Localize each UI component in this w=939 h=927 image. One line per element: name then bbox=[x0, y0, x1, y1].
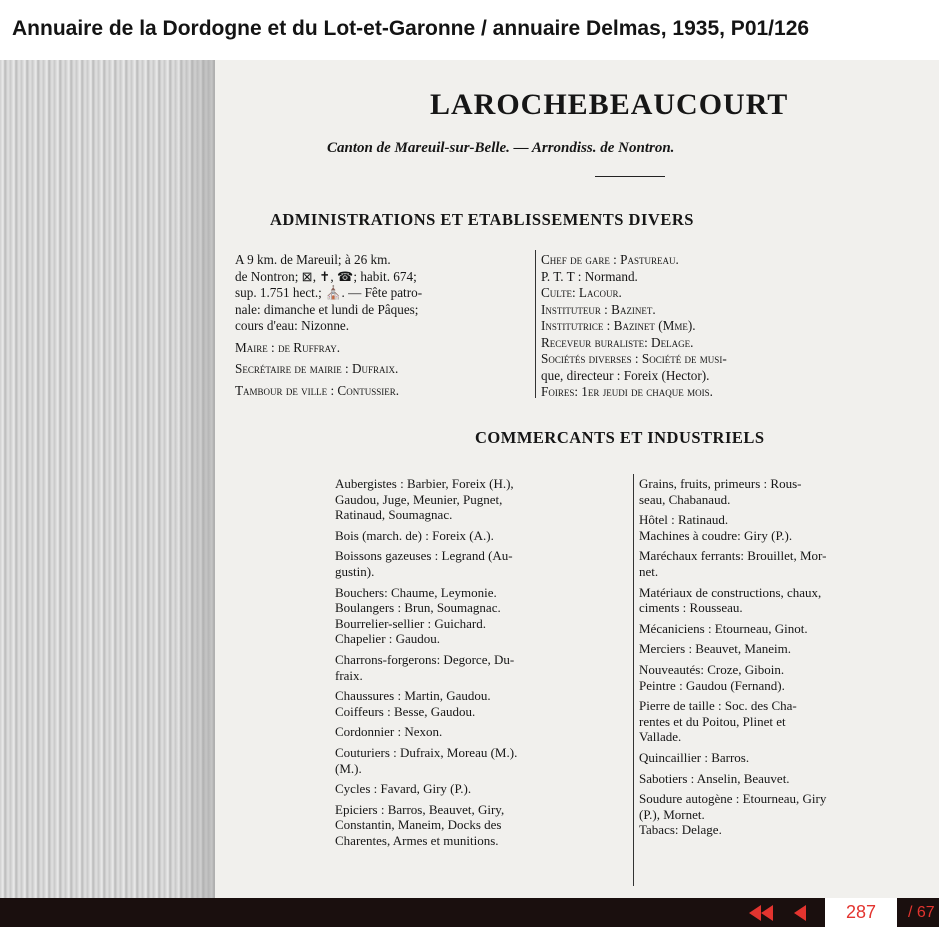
commerce-left-line: Ratinaud, Soumagnac. bbox=[335, 507, 453, 523]
commerce-right-line: Peintre : Gaudou (Fernand). bbox=[639, 677, 785, 693]
commerce-left-line: Chaussures : Martin, Gaudou. bbox=[335, 688, 491, 704]
admin-left-line: nale: dimanche et lundi de Pâques; bbox=[235, 301, 419, 317]
admin-column-divider bbox=[535, 250, 536, 398]
commerce-left-line: Cordonnier : Nexon. bbox=[335, 724, 443, 740]
book-page-edges bbox=[0, 60, 215, 898]
commerce-right-line: Grains, fruits, primeurs : Rous- bbox=[639, 476, 802, 491]
section-admin-title: ADMINISTRATIONS ET ETABLISSEMENTS DIVERS bbox=[270, 210, 694, 229]
admin-left-line: Tambour de ville : Contussier. bbox=[235, 382, 399, 398]
canton-subheading: Canton de Mareuil-sur-Belle. — Arrondiss. de Nontron. bbox=[327, 140, 675, 156]
viewer-toolbar bbox=[0, 898, 939, 927]
commerce-right-line: Tabacs: Delage. bbox=[639, 822, 722, 838]
document-title: Annuaire de la Dordogne et du Lot-et-Garonne / annuaire Delmas, 1935, P01/126 bbox=[12, 17, 810, 40]
heading-rule bbox=[595, 176, 665, 177]
admin-right-line: Culte: Lacour. bbox=[541, 285, 622, 300]
admin-right-line: Instituteur : Bazinet. bbox=[541, 301, 656, 317]
commerce-left-line: Boulangers : Brun, Soumagnac. bbox=[335, 600, 501, 616]
commerce-right-line: Nouveautés: Croze, Giboin. bbox=[639, 661, 785, 677]
admin-right-line: Sociétés diverses : Société de musi- bbox=[541, 351, 727, 366]
commerce-left-line: Coiffeurs : Besse, Gaudou. bbox=[335, 703, 476, 719]
commerce-left-line: fraix. bbox=[335, 667, 363, 683]
current-page-input[interactable]: 287 bbox=[825, 898, 897, 927]
town-heading: LAROCHEBEAUCOURT bbox=[430, 88, 789, 121]
admin-right-column bbox=[541, 252, 939, 401]
total-pages: / 67 bbox=[908, 904, 935, 921]
document-viewer[interactable] bbox=[0, 60, 939, 898]
admin-right-line: P. T. T : Normand. bbox=[541, 268, 638, 284]
commerce-right-line: ciments : Rousseau. bbox=[639, 600, 743, 616]
admin-right-line: que, directeur : Foreix (Hector). bbox=[541, 367, 710, 383]
admin-right-line: Chef de gare : Pastureau. bbox=[541, 252, 679, 267]
commerce-right-column bbox=[639, 476, 939, 838]
admin-left-line: de Nontron; ⊠, ✝, ☎; habit. 674; bbox=[235, 268, 417, 284]
commerce-left-line: Bouchers: Chaume, Leymonie. bbox=[335, 584, 497, 600]
commerce-right-line: seau, Chabanaud. bbox=[639, 491, 731, 507]
commerce-left-line: Boissons gazeuses : Legrand (Au- bbox=[335, 548, 513, 564]
first-page-button[interactable] bbox=[745, 905, 777, 921]
left-arrow-icon bbox=[790, 905, 808, 921]
commerce-left-line: Couturiers : Dufraix, Moreau (M.). bbox=[335, 744, 518, 760]
commerce-right-line: Pierre de taille : Soc. des Cha- bbox=[639, 698, 797, 714]
admin-left-column bbox=[235, 252, 535, 399]
commerce-left-line: Constantin, Maneim, Docks des bbox=[335, 817, 502, 833]
commerce-left-line: Cycles : Favard, Giry (P.). bbox=[335, 781, 472, 797]
commerce-left-line: gustin). bbox=[335, 563, 375, 579]
title-bar bbox=[0, 0, 939, 60]
double-left-arrow-icon bbox=[745, 905, 777, 921]
commerce-right-line: Soudure autogène : Etourneau, Giry bbox=[639, 791, 827, 807]
commerce-right-line: Machines à coudre: Giry (P.). bbox=[639, 527, 793, 543]
admin-left-line: A 9 km. de Mareuil; à 26 km. bbox=[235, 252, 391, 267]
scanned-page bbox=[215, 60, 939, 898]
commerce-right-line: Merciers : Beauvet, Maneim. bbox=[639, 641, 791, 657]
commerce-right-line: net. bbox=[639, 563, 659, 579]
commerce-right-line: (P.), Mornet. bbox=[639, 806, 705, 822]
commerce-left-line: Epiciers : Barros, Beauvet, Giry, bbox=[335, 801, 505, 817]
commerce-right-line: Maréchaux ferrants: Brouillet, Mor- bbox=[639, 548, 827, 564]
commerce-right-line: Hôtel : Ratinaud. bbox=[639, 512, 729, 528]
admin-left-line: cours d'eau: Nizonne. bbox=[235, 318, 350, 333]
section-commerce-title: COMMERCANTS ET INDUSTRIELS bbox=[475, 428, 765, 447]
commerce-left-line: (M.). bbox=[335, 760, 362, 776]
commerce-right-line: Mécaniciens : Etourneau, Ginot. bbox=[639, 620, 808, 636]
commerce-left-line: Charentes, Armes et munitions. bbox=[335, 832, 499, 848]
commerce-right-line: Sabotiers : Anselin, Beauvet. bbox=[639, 770, 790, 786]
admin-right-line: Receveur buraliste: Delage. bbox=[541, 334, 694, 350]
admin-right-line: Institutrice : Bazinet (Mme). bbox=[541, 318, 696, 333]
commerce-column-divider bbox=[633, 474, 634, 886]
admin-left-line: Maire : de Ruffray. bbox=[235, 339, 341, 355]
commerce-right-line: Quincaillier : Barros. bbox=[639, 749, 750, 765]
commerce-right-line: Matériaux de constructions, chaux, bbox=[639, 584, 822, 600]
commerce-right-line: Vallade. bbox=[639, 729, 682, 745]
commerce-left-line: Charrons-forgerons: Degorce, Du- bbox=[335, 651, 515, 667]
admin-left-line: Secrétaire de mairie : Dufraix. bbox=[235, 361, 399, 376]
admin-right-line: Foires: 1er jeudi de chaque mois. bbox=[541, 384, 713, 399]
commerce-right-line: rentes et du Poitou, Plinet et bbox=[639, 713, 786, 729]
commerce-left-column bbox=[335, 476, 635, 848]
commerce-left-line: Bourrelier-sellier : Guichard. bbox=[335, 615, 486, 631]
previous-page-button[interactable] bbox=[790, 905, 808, 921]
admin-left-line: sup. 1.751 hect.; ⛪. — Fête patro- bbox=[235, 285, 423, 300]
commerce-left-line: Chapelier : Gaudou. bbox=[335, 631, 441, 647]
commerce-left-line: Aubergistes : Barbier, Foreix (H.), bbox=[335, 476, 514, 491]
commerce-left-line: Bois (march. de) : Foreix (A.). bbox=[335, 527, 494, 543]
commerce-left-line: Gaudou, Juge, Meunier, Pugnet, bbox=[335, 491, 503, 507]
